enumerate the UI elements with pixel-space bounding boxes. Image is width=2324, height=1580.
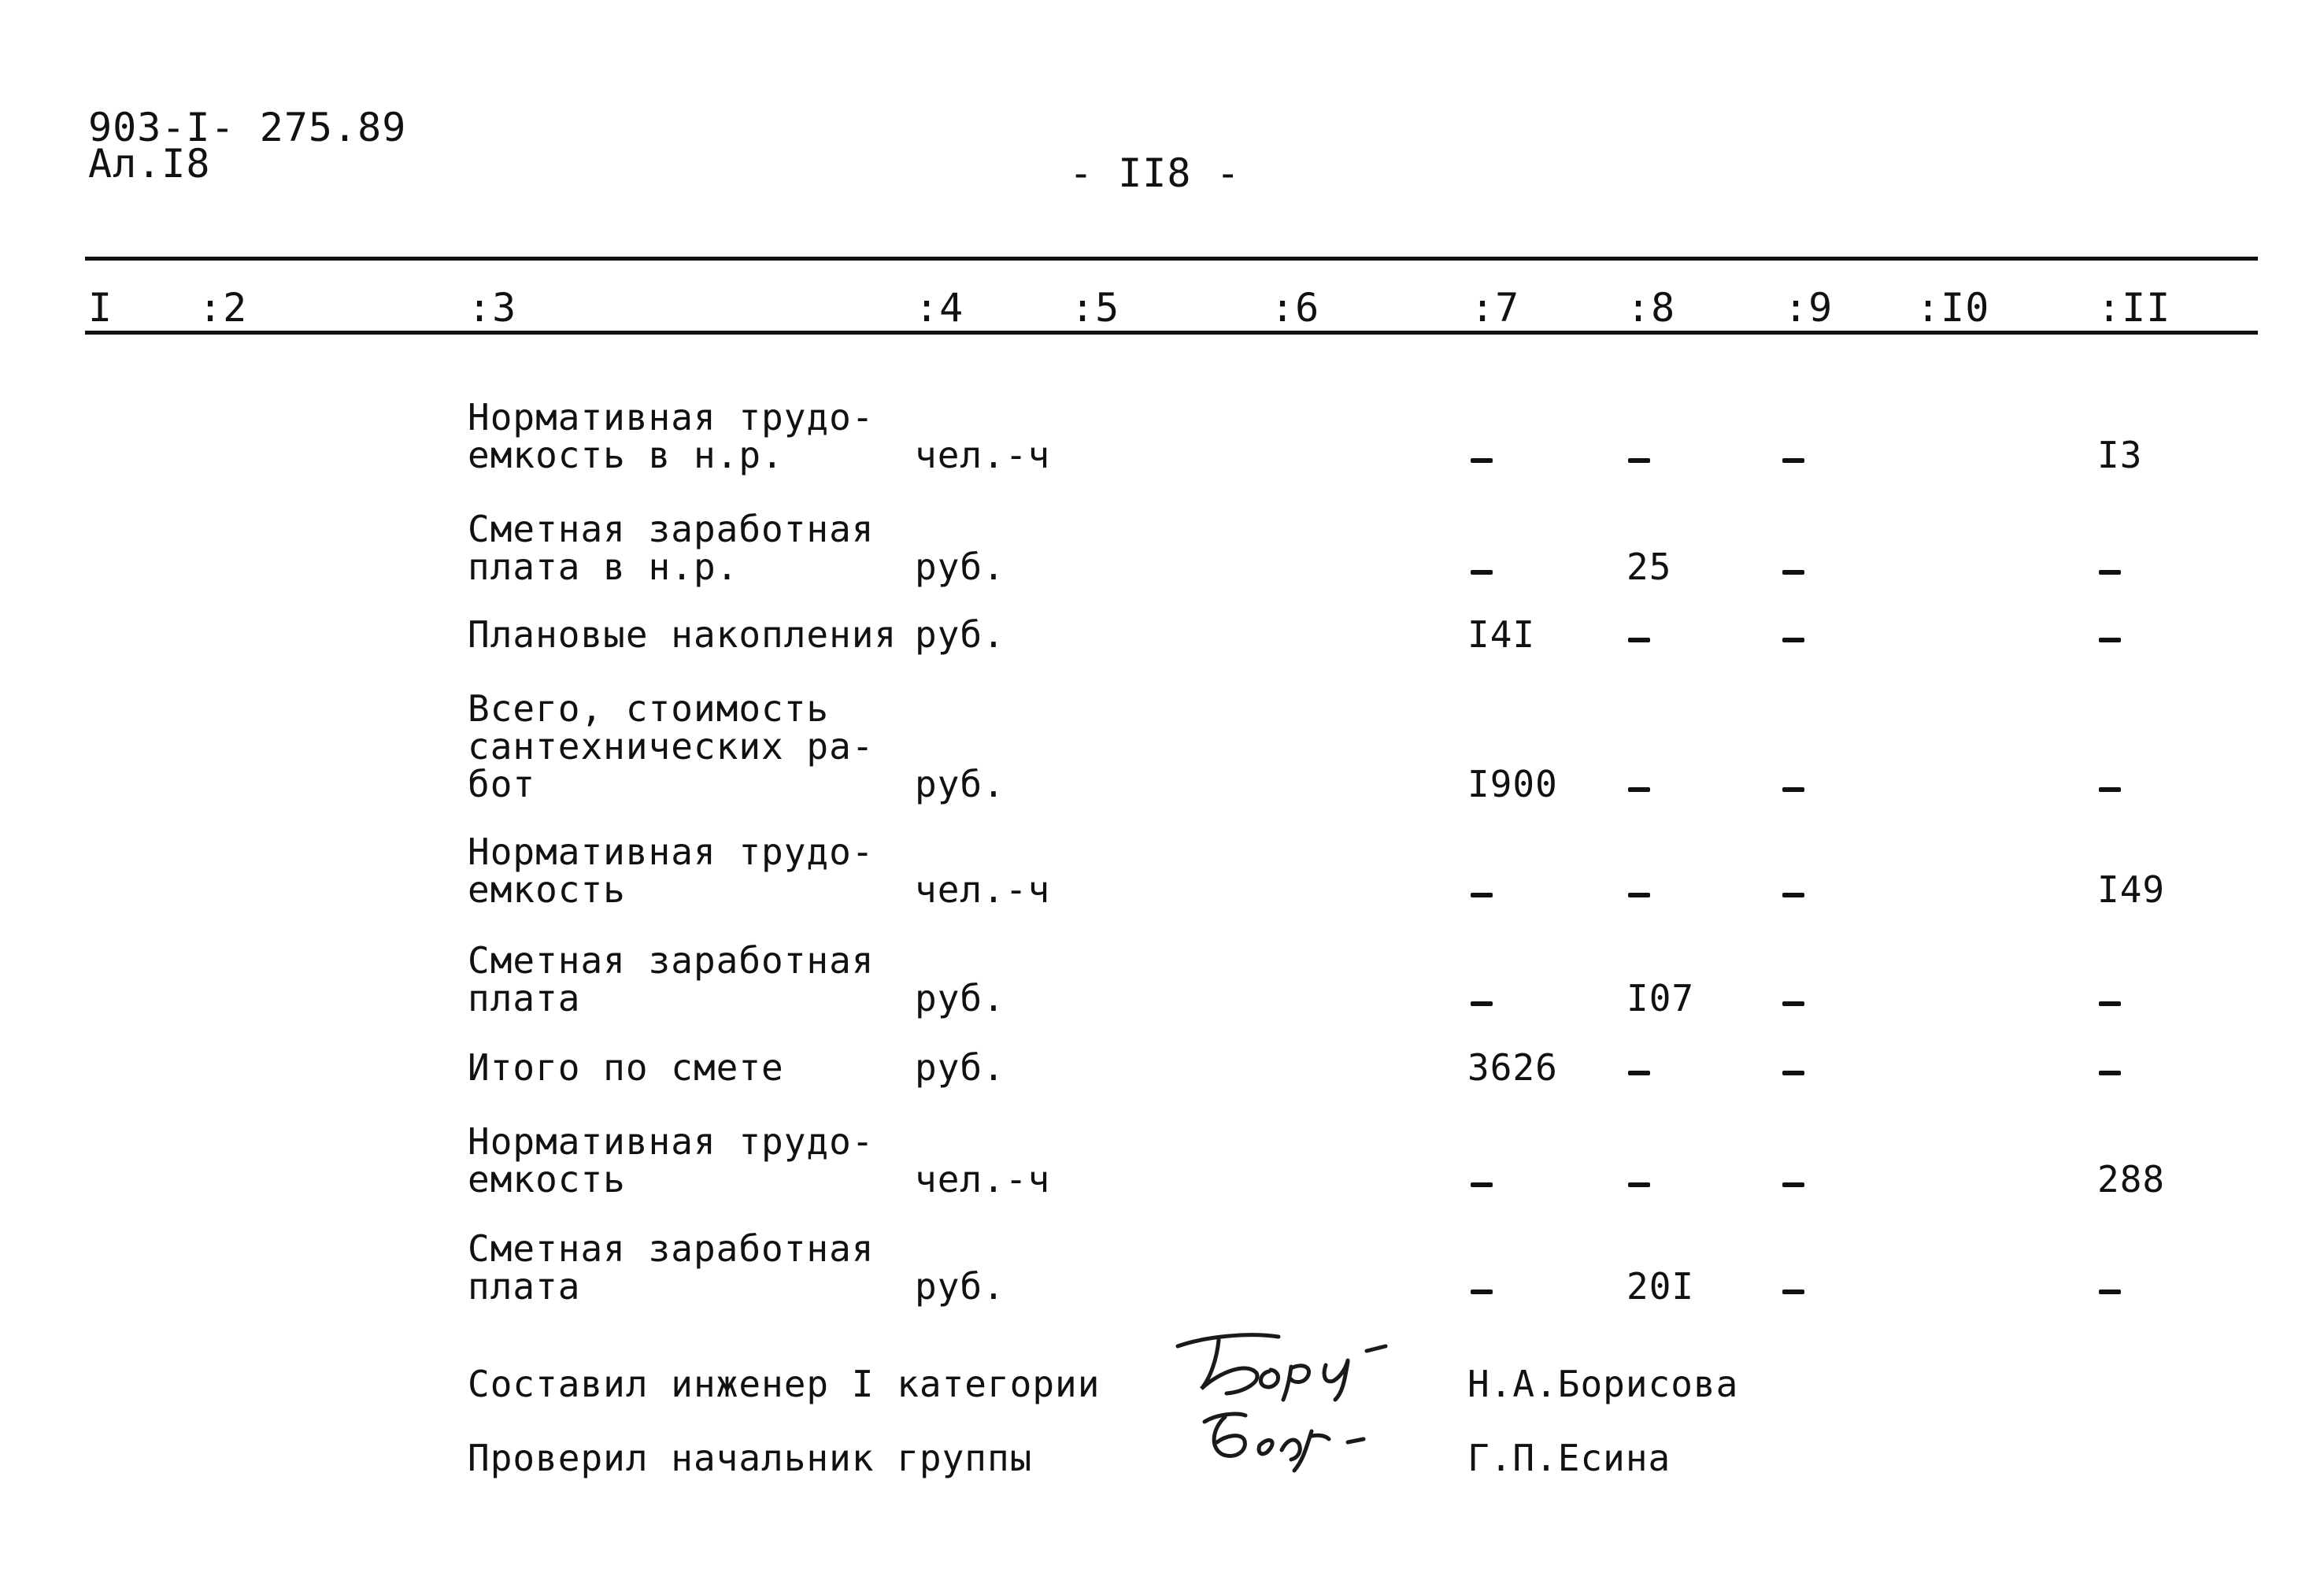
dash-cell-c7 bbox=[1471, 893, 1493, 897]
item-name-line: Нормативная трудо- bbox=[468, 1120, 875, 1163]
col-header: :7 bbox=[1471, 285, 1520, 331]
top-rule bbox=[85, 257, 2258, 261]
item-name-line: бот bbox=[468, 763, 536, 805]
dash-cell-c7 bbox=[1471, 1001, 1493, 1006]
dash-cell-c11 bbox=[2099, 638, 2121, 642]
col-header: :6 bbox=[1271, 285, 1320, 331]
col-header: :5 bbox=[1071, 285, 1120, 331]
dash-cell-c11 bbox=[2099, 1071, 2121, 1075]
dash-cell-c11 bbox=[2099, 787, 2121, 792]
col-header: :I0 bbox=[1916, 285, 1990, 331]
value-cell-c7: 3626 bbox=[1467, 1046, 1558, 1089]
value-cell-c7: I900 bbox=[1467, 763, 1558, 805]
dash-cell-c7 bbox=[1471, 1182, 1493, 1187]
unit-cell: чел.-ч bbox=[915, 868, 1051, 911]
item-name-line: плата bbox=[468, 977, 581, 1019]
dash-cell-c7 bbox=[1471, 1290, 1493, 1294]
unit-cell: руб. bbox=[915, 546, 1005, 588]
dash-cell-c9 bbox=[1782, 638, 1804, 642]
item-name-line: Сметная заработная bbox=[468, 1227, 875, 1270]
dash-cell-c8 bbox=[1628, 787, 1650, 792]
document-code: 903-I- 275.89 bbox=[88, 105, 407, 150]
unit-cell: руб. bbox=[915, 977, 1005, 1019]
value-cell-c7: I4I bbox=[1467, 613, 1536, 656]
unit-cell: чел.-ч bbox=[915, 1158, 1051, 1201]
value-cell-c11: I49 bbox=[2097, 868, 2166, 911]
value-cell-c8: 25 bbox=[1626, 546, 1672, 588]
dash-cell-c11 bbox=[2099, 570, 2121, 575]
checked-by-name: Г.П.Есина bbox=[1467, 1437, 1671, 1479]
unit-cell: руб. bbox=[915, 763, 1005, 805]
item-name-line: Плановые накопления bbox=[468, 613, 897, 656]
dash-cell-c8 bbox=[1628, 638, 1650, 642]
item-name-line: Итого по смете bbox=[468, 1046, 784, 1089]
unit-cell: руб. bbox=[915, 613, 1005, 656]
dash-cell-c9 bbox=[1782, 1290, 1804, 1294]
dash-cell-c8 bbox=[1628, 458, 1650, 463]
dash-cell-c8 bbox=[1628, 893, 1650, 897]
dash-cell-c9 bbox=[1782, 893, 1804, 897]
item-name-line: Нормативная трудо- bbox=[468, 831, 875, 873]
dash-cell-c11 bbox=[2099, 1001, 2121, 1006]
composed-by-label: Составил инженер I категории bbox=[468, 1363, 1101, 1405]
value-cell-c11: I3 bbox=[2097, 434, 2143, 476]
dash-cell-c9 bbox=[1782, 1071, 1804, 1075]
value-cell-c11: 288 bbox=[2097, 1158, 2166, 1201]
unit-cell: чел.-ч bbox=[915, 434, 1051, 476]
item-name-line: емкость bbox=[468, 868, 626, 911]
value-cell-c8: 20I bbox=[1626, 1265, 1695, 1308]
signature-borisova bbox=[1173, 1316, 1393, 1403]
col-header: I bbox=[88, 285, 113, 331]
item-name-line: плата в н.р. bbox=[468, 546, 739, 588]
col-header: :II bbox=[2097, 285, 2171, 331]
dash-cell-c8 bbox=[1628, 1071, 1650, 1075]
unit-cell: руб. bbox=[915, 1046, 1005, 1089]
dash-cell-c11 bbox=[2099, 1290, 2121, 1294]
col-header: :3 bbox=[468, 285, 517, 331]
dash-cell-c9 bbox=[1782, 570, 1804, 575]
item-name-line: Всего, стоимость bbox=[468, 687, 830, 730]
dash-cell-c7 bbox=[1471, 570, 1493, 575]
page-number: - II8 - bbox=[1069, 150, 1241, 196]
header-rule bbox=[85, 331, 2258, 335]
signature-esina bbox=[1193, 1404, 1375, 1475]
checked-by-label: Проверил начальник группы bbox=[468, 1437, 1033, 1479]
col-header: :8 bbox=[1626, 285, 1676, 331]
item-name-line: Сметная заработная bbox=[468, 508, 875, 550]
dash-cell-c9 bbox=[1782, 1001, 1804, 1006]
item-name-line: плата bbox=[468, 1265, 581, 1308]
dash-cell-c9 bbox=[1782, 1182, 1804, 1187]
dash-cell-c9 bbox=[1782, 787, 1804, 792]
dash-cell-c7 bbox=[1471, 458, 1493, 463]
item-name-line: Сметная заработная bbox=[468, 939, 875, 982]
value-cell-c8: I07 bbox=[1626, 977, 1695, 1019]
dash-cell-c8 bbox=[1628, 1182, 1650, 1187]
sheet-number: Ал.I8 bbox=[88, 141, 211, 187]
item-name-line: Нормативная трудо- bbox=[468, 396, 875, 438]
col-header: :4 bbox=[915, 285, 964, 331]
composed-by-name: Н.А.Борисова bbox=[1467, 1363, 1739, 1405]
col-header: :9 bbox=[1784, 285, 1834, 331]
col-header: :2 bbox=[198, 285, 248, 331]
item-name-line: емкость в н.р. bbox=[468, 434, 784, 476]
dash-cell-c9 bbox=[1782, 458, 1804, 463]
item-name-line: емкость bbox=[468, 1158, 626, 1201]
item-name-line: сантехнических ра- bbox=[468, 725, 875, 768]
unit-cell: руб. bbox=[915, 1265, 1005, 1308]
